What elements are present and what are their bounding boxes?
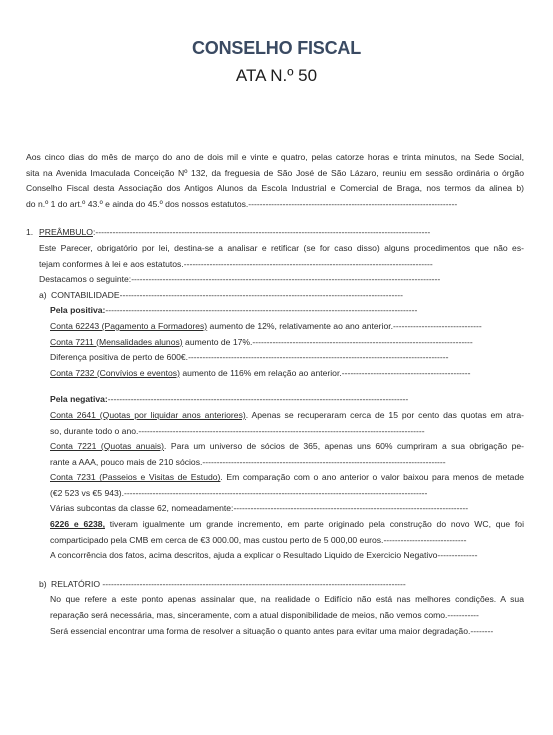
positive-tail: ------------------------------------------------------------------------------------------------------------- (105, 305, 418, 316)
subsection-letter: a) (39, 289, 47, 300)
positive-item (26, 335, 524, 351)
relatorio-line: Será essencial encontrar uma forma de resolver a situação o quanto antes para evitar uma maior degradação.-------- (50, 625, 494, 636)
document-subtitle: ATA N.º 50 (235, 66, 318, 85)
negative-item (26, 501, 524, 517)
subsection-a-heading (26, 288, 524, 304)
account-text: Diferença positiva de perto de 600€.------------------------------------------------------------------------------------------- (50, 352, 449, 363)
intro-line: Conselho Fiscal desta Associação dos Antigos Alunos da Escola Industrial e Comercial de Braga, nos termos da alinea b) (26, 183, 524, 194)
intro-line: do n.º 1 do art.º 43.º e ainda do 45.º dos nossos estatutos.------------------------------------------------------------------------- (26, 198, 458, 209)
account-text: . Em comparação com o ano anterior o valor baixou para menos de metade (220, 472, 524, 483)
section-preambulo (26, 225, 524, 639)
subsection-b-heading (26, 577, 524, 593)
document-body (26, 150, 524, 639)
subsection-tail: ---------------------------------------------------------------------------------------------------------- (100, 578, 406, 589)
account-code: 6226 e 6238, (50, 519, 105, 530)
account-text: (€2 523 vs €5 943).---------------------------------------------------------------------------------------------------------- (50, 487, 428, 498)
subsection-title: RELATÓRIO (51, 578, 101, 589)
account-text: aumento de 116% em relação ao anterior.--------------------------------------------- (179, 367, 471, 378)
spacer (26, 212, 524, 225)
spacer (26, 381, 524, 392)
account-code: Conta 7211 (Mensalidades alunos) (50, 336, 183, 347)
document-title: CONSELHO FISCAL (191, 38, 361, 58)
negative-item (26, 408, 524, 424)
positive-item (26, 350, 524, 366)
negative-tail: --------------------------------------------------------------------------------------------------------- (107, 394, 409, 405)
account-code: Conta 7231 (Passeios e Visitas de Estudo) (50, 472, 221, 483)
positive-label: Pela positiva: (50, 305, 106, 316)
spacer (26, 564, 524, 577)
section-heading-line (26, 225, 524, 241)
negative-item (26, 470, 524, 486)
negative-label-line (26, 392, 524, 408)
section-heading-tail: :--------------------------------------------------------------------------------------------------------------------- (92, 227, 431, 238)
account-text: comparticipado pela CMB em cerca de €3 000.00, mas custou perto de 5 000,00 euros.----------------------------- (50, 534, 467, 545)
negative-item (26, 439, 524, 455)
relatorio-line: reparação será necessária, mas, sinceramente, com a atual disponibilidade de meios, não vemos como.----------- (50, 610, 479, 621)
account-code: Conta 2641 (Quotas por liquidar anos anteriores) (50, 409, 246, 420)
negative-item (26, 486, 524, 502)
negative-item (26, 424, 524, 440)
account-code: Conta 7232 (Convívios e eventos) (50, 367, 180, 378)
relatorio-line: No que refere a este ponto apenas assinalar que, na realidade o Edifício não está nas melhores condições. A sua (50, 594, 524, 605)
section-number: 1. (26, 227, 34, 238)
section-line: Destacamos o seguinte:------------------------------------------------------------------------------------------------------------ (39, 274, 441, 285)
account-text: A concorrência dos fatos, acima descritos, ajuda a explicar o Resultado Liquido de Exercicio Negativo-------------- (50, 550, 478, 561)
section-heading: PREÂMBULO (39, 227, 93, 238)
account-code: Conta 7221 (Quotas anuais) (50, 441, 165, 452)
positive-item (26, 319, 524, 335)
account-text: rante a AAA, pouco mais de 210 sócios.------------------------------------------------------------------------------------- (50, 456, 446, 467)
account-text: so, durante todo o ano.---------------------------------------------------------------------------------------------------- (50, 425, 425, 436)
subsection-tail: --------------------------------------------------------------------------------------------------- (119, 289, 403, 300)
subsection-title: CONTABILIDADE (51, 289, 120, 300)
negative-item (26, 455, 524, 471)
negative-item (26, 548, 524, 564)
account-text: aumento de 17%.----------------------------------------------------------------------------- (182, 336, 473, 347)
account-text: . Apenas se recuperaram cerca de 15 por cento das quotas em atra- (245, 409, 524, 420)
account-code: Conta 62243 (Pagamento a Formadores) (50, 320, 208, 331)
intro-line: Aos cinco dias do mês de março do ano de dois mil e vinte e quatro, pelas catorze horas e trinta minutos, na Sede Social, (26, 152, 524, 162)
section-line: Este Parecer, obrigatório por lei, destina-se a analisar e retificar (se for caso disso) alguns procedimentos que não es- (39, 242, 524, 253)
section-line: tejam conformes à lei e aos estatutos.--------------------------------------------------------------------------------------- (39, 258, 433, 269)
intro-paragraph (26, 150, 524, 212)
account-text: . Para um universo de sócios de 365, apenas uns 60% cumpriram a sua obrigação pe- (164, 441, 524, 452)
positive-label-line (26, 303, 524, 319)
negative-item (26, 517, 524, 533)
account-text: Várias subcontas da classe 62, nomeadamente:---------------------------------------------------------------------------------- (50, 503, 469, 514)
account-text: tiveram igualmente um grande incremento, em parte originado pela construção do novo WC, que foi (104, 519, 524, 530)
negative-item (26, 533, 524, 549)
account-text: aumento de 12%, relativamente ao ano anterior.------------------------------- (207, 320, 482, 331)
negative-label: Pela negativa: (50, 394, 108, 405)
subsection-letter: b) (39, 578, 47, 589)
positive-item (26, 366, 524, 382)
intro-line: sita na Avenida Imaculada Conceição Nº 132, da freguesia de São José de São Lázaro, reuniu em sessão ordinária o órgão (26, 167, 524, 178)
